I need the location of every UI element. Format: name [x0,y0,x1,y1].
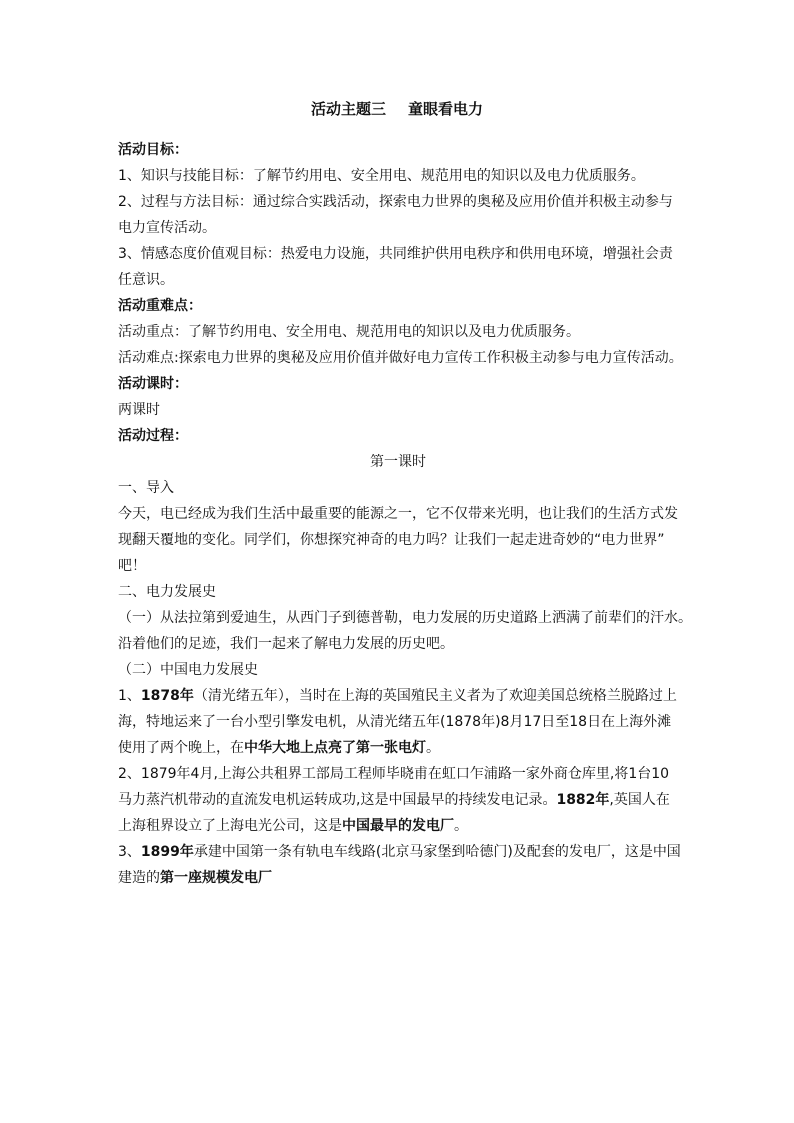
paragraph-3-line-2 [118,865,678,891]
p3-year: 1899年 [140,844,194,860]
difficult-point: 活动难点:探索电力世界的奥秘及应用价值并做好电力宣传工作积极主动参与电力宣传活动。 [118,350,683,366]
objective-2-line-1: 2、过程与方法目标：通过综合实践活动，探索电力世界的奥秘及应用价值并积极主动参与 [118,194,673,210]
p3-line-1-rest: 承建中国第一条有轨电车线路(北京马家堡到哈德门)及配套的发电厂，这是中国 [193,844,681,860]
p1-year: 1878年 [140,688,194,704]
p2-line-2-plain: 马力蒸汽机带动的直流发电机运转成功,这是中国最早的持续发电记录。 [118,792,557,808]
intro-heading: 一、导入 [118,480,174,496]
p1-line-3-end: 。 [426,740,440,756]
key-points-heading: 活动重难点： [118,298,202,314]
objective-3-line-2: 任意识。 [118,272,174,288]
paragraph-2-line-1: 2、1879年4月,上海公共租界工部局工程师毕晓甫在虹口乍浦路一家外商仓库里,将1台10 [118,766,670,782]
p2-line-3-bold: 中国最早的发电厂 [342,818,454,834]
p2-line-3-plain: 上海租界设立了上海电光公司，这是 [118,818,342,834]
p1-line-1-rest: （清光绪五年），当时在上海的英国殖民主义者为了欢迎美国总统格兰脱路过上 [193,688,677,704]
process-heading: 活动过程： [118,428,188,444]
p3-line-2-bold: 第一座规模发电厂 [160,870,272,886]
key-point: 活动重点：了解节约用电、安全用电、规范用电的知识以及电力优质服务。 [118,324,580,340]
history-heading: 二、电力发展史 [118,584,216,600]
p2-line-3-end: 。 [454,818,468,834]
p2-year: 1882年 [556,792,610,808]
p3-line-2-plain: 建造的 [118,870,160,886]
paragraph-1-line-2: 海，特地运来了一台小型引擎发电机，从清光绪五年(1878年)8月17日至18日在上海外滩 [118,714,672,730]
paragraph-2-line-3 [118,813,678,839]
lesson-1-heading: 第一课时 [370,454,426,470]
p3-prefix: 3、 [118,844,141,860]
objective-2-line-2: 电力宣传活动。 [118,220,216,236]
intro-line-2: 现翻天覆地的变化。同学们，你想探究神奇的电力吗？让我们一起走进奇妙的“电力世界” [118,532,665,548]
china-history-heading: （二）中国电力发展史 [118,662,258,678]
p1-line-3-bold: 中华大地上点亮了第一张电灯 [244,740,426,756]
paragraph-1-line-3 [118,735,678,761]
objective-3-line-1: 3、情感态度价值观目标：热爱电力设施，共同维护供用电秩序和供用电环境，增强社会责 [118,246,673,262]
intro-line-3: 吧！ [118,558,146,574]
p1-line-3-plain: 使用了两个晚上，在 [118,740,244,756]
p1-prefix: 1、 [118,688,141,704]
page-title [0,98,794,119]
p2-line-2-end: ,英国人在 [609,792,670,808]
title-part-2: 童眼看电力 [408,100,484,118]
document-body [118,137,692,891]
paragraph-3-line-1 [118,839,681,865]
periods-heading: 活动课时： [118,376,188,392]
history-1-line-1: （一）从法拉第到爱迪生，从西门子到德普勒，电力发展的历史道路上洒满了前辈们的汗水。 [118,610,692,626]
objectives-heading: 活动目标： [118,142,188,158]
history-1-line-2: 沿着他们的足迹，我们一起来了解电力发展的历史吧。 [118,636,454,652]
objective-1: 1、知识与技能目标：了解节约用电、安全用电、规范用电的知识以及电力优质服务。 [118,168,645,184]
periods-value: 两课时 [118,402,160,418]
title-part-1: 活动主题三 [310,100,386,118]
intro-line-1: 今天，电已经成为我们生活中最重要的能源之一，它不仅带来光明，也让我们的生活方式发 [118,506,678,522]
paragraph-2-line-2 [118,787,678,813]
paragraph-1-line-1 [118,683,678,709]
